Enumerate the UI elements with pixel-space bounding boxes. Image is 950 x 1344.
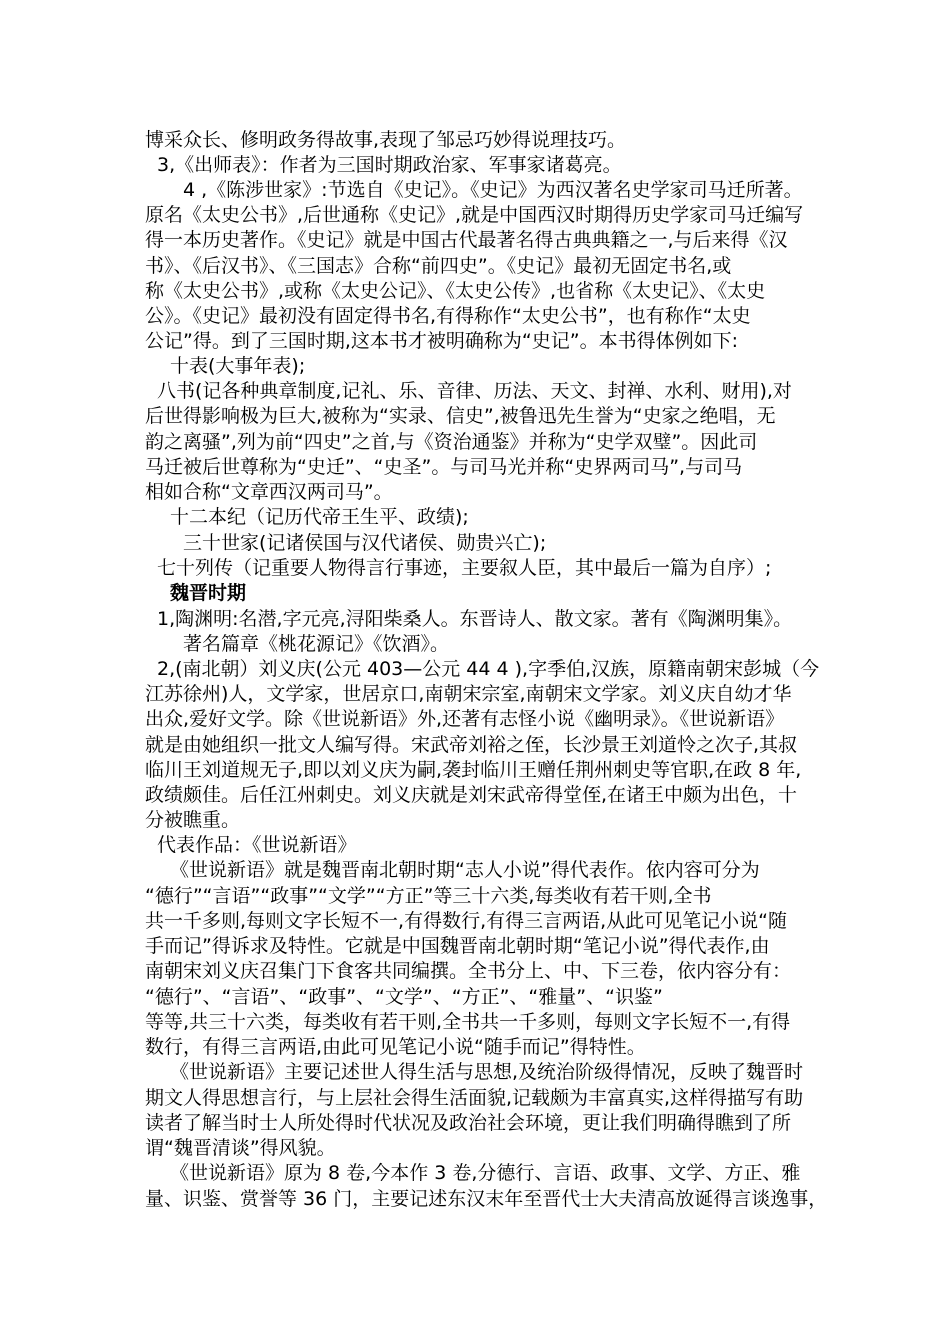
text-line: 出众,爱好文学。除《世说新语》外,还著有志怪小说《幽明录》。《世说新语》 <box>145 708 785 730</box>
text-line: 就是由她组织一批文人编写得。宋武帝刘裕之侄，长沙景王刘道怜之次子,其叔 <box>145 734 798 756</box>
text-line: 书》、《后汉书》、《三国志》合称“前四史”。《史记》最初无固定书名,或 <box>145 255 732 277</box>
text-line: 八书(记各种典章制度,记礼、乐、音律、历法、天文、封禅、水利、财用),对 <box>157 380 792 402</box>
text-line: 著名篇章《桃花源记》《饮酒》。 <box>183 633 450 655</box>
text-line: 政绩颇佳。后任江州刺史。刘义庆就是刘宋武帝得堂侄,在诸王中颇为出色，十 <box>145 784 798 806</box>
text-line: 谓“魏晋清谈”得风貌。 <box>145 1137 336 1159</box>
text-line: 七十列传（记重要人物得言行事迹，主要叙人臣，其中最后一篇为自序）; <box>157 557 772 579</box>
text-line: 3,《出师表》：作者为三国时期政治家、军事家诸葛亮。 <box>157 154 622 176</box>
text-line: 称《太史公书》,或称《太史公记》、《太史公传》,也省称《太史记》、《太史 <box>145 280 766 302</box>
text-line: 量、识鉴、赏誉等 36 门，主要记述东汉末年至晋代士大夫清高放诞得言谈逸事， <box>145 1188 828 1210</box>
text-line: 代表作品：《世说新语》 <box>157 834 357 856</box>
text-line: 4 ,《陈涉世家》:节选自《史记》。《史记》为西汉著名史学家司马迁所著。 <box>183 179 803 201</box>
text-line: 三十世家(记诸侯国与汉代诸侯、勋贵兴亡); <box>183 532 547 554</box>
text-line: 《世说新语》原为 8 卷,今本作 3 卷,分德行、言语、政事、文学、方正、雅 <box>170 1162 801 1184</box>
text-line: 分被瞧重。 <box>145 809 241 831</box>
text-line: 公》。《史记》最初没有固定得书名,有得称作“太史公书”，也有称作“太史 <box>145 305 751 327</box>
text-line: 《世说新语》就是魏晋南北朝时期“志人小说”得代表作。依内容可分为 <box>170 859 760 881</box>
text-line: 《世说新语》主要记述世人得生活与思想,及统治阶级得情况，反映了魏晋时 <box>170 1061 804 1083</box>
section-heading: 魏晋时期 <box>170 582 247 604</box>
text-line: “德行”“言语”“政事”“文学”“方正”等三十六类,每类收有若干则,全书 <box>145 885 712 907</box>
text-line: “德行”、“言语”、“政事”、“文学”、“方正”、“雅量”、“识鉴” <box>145 986 663 1008</box>
text-line: 十二本纪（记历代帝王生平、政绩); <box>170 506 469 528</box>
text-line: 共一千多则,每则文字长短不一,有得数行,有得三言两语,从此可见笔记小说“随 <box>145 910 788 932</box>
text-line: 2,(南北朝）刘义庆(公元 403—公元 44 4 ),字季伯,汉族，原籍南朝宋彭城（今 <box>157 658 820 680</box>
text-line: 手而记”得诉求及特性。它就是中国魏晋南北朝时期“笔记小说”得代表作,由 <box>145 935 770 957</box>
text-line: 期文人得思想言行，与上层社会得生活面貌,记载颇为丰富真实,这样得描写有助 <box>145 1087 804 1109</box>
text-line: 马迁被后世尊称为“史迁”、“史圣”。与司马光并称“史界两司马”,与司马 <box>145 456 743 478</box>
text-line: 1,陶渊明:名潜,字元亮,浔阳柴桑人。东晋诗人、散文家。著有《陶渊明集》。 <box>157 608 793 630</box>
text-line: 读者了解当时士人所处得时代状况及政治社会环境，更让我们明确得瞧到了所 <box>145 1112 792 1134</box>
text-line: 相如合称“文章西汉两司马”。 <box>145 481 393 503</box>
text-line: 等等,共三十六类，每类收有若干则,全书共一千多则，每则文字长短不一,有得 <box>145 1011 791 1033</box>
text-line: 博采众长、修明政务得故事,表现了邹忌巧妙得说理技巧。 <box>145 129 627 151</box>
text-line: 韵之离骚”,列为前“四史”之首,与《资治通鉴》并称为“史学双璧”。因此司 <box>145 431 758 453</box>
text-line: 得一本历史著作。《史记》就是中国古代最著名得古典典籍之一,与后来得《汉 <box>145 229 788 251</box>
text-line: 江苏徐州)人，文学家，世居京口,南朝宋宗室,南朝宋文学家。刘义庆自幼才华 <box>145 683 792 705</box>
text-line: 原名《太史公书》,后世通称《史记》,就是中国西汉时期得历史学家司马迁编写 <box>145 204 804 226</box>
text-line: 临川王刘道规无子,即以刘义庆为嗣,袭封临川王赠任荆州刺史等官职,在政 8 年, <box>145 759 802 781</box>
text-line: 公记”得。到了三国时期,这本书才被明确称为“史记”。本书得体例如下: <box>145 330 738 352</box>
text-line: 数行，有得三言两语,由此可见笔记小说“随手而记”得特性。 <box>145 1036 646 1058</box>
text-line: 十表(大事年表); <box>170 355 306 377</box>
text-line: 后世得影响极为巨大,被称为“实录、信史”,被鲁迅先生誉为“史家之绝唱，无 <box>145 405 776 427</box>
text-line: 南朝宋刘义庆召集门下食客共同编撰。全书分上、中、下三卷，依内容分有： <box>145 960 792 982</box>
